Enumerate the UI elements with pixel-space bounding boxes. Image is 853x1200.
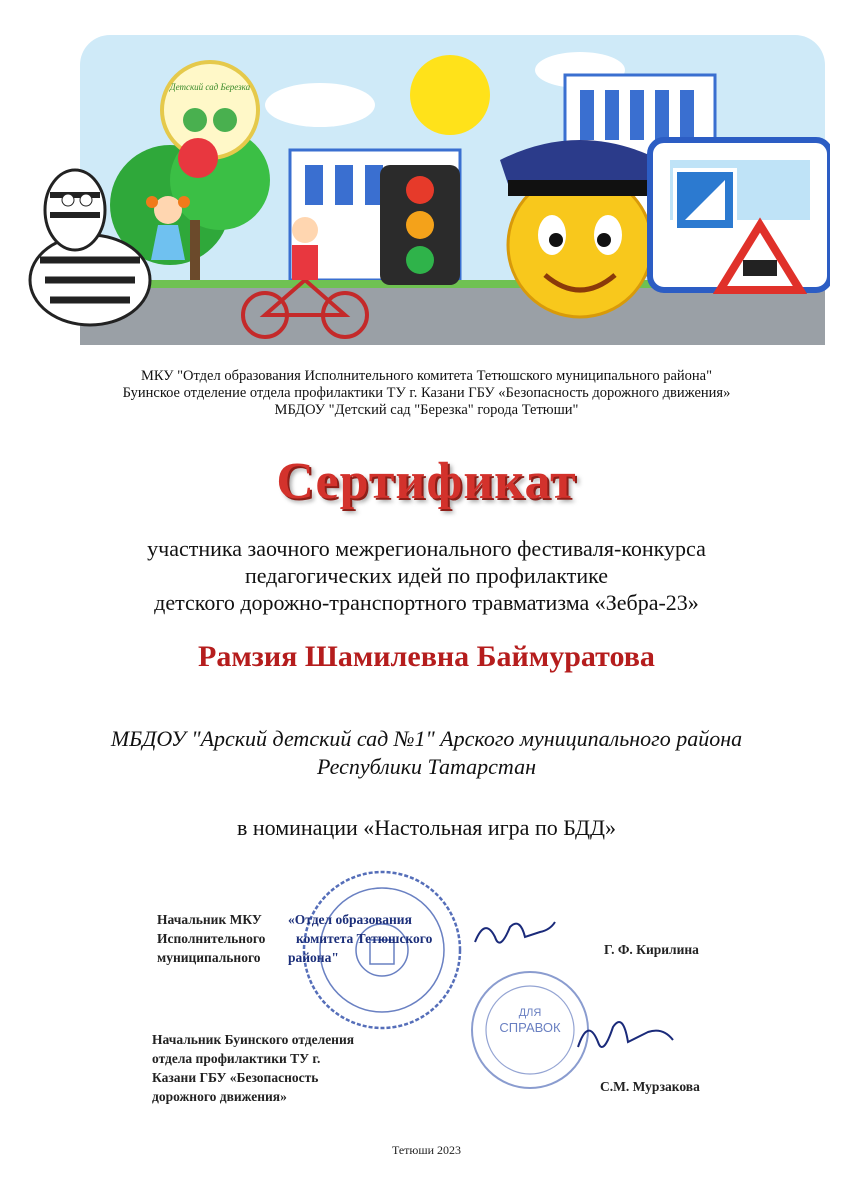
institution-line: Республики Татарстан — [317, 754, 536, 779]
signature-2 — [568, 1012, 678, 1062]
certificate-description — [0, 535, 853, 616]
signatory-1-name: Г. Ф. Кирилина — [604, 942, 699, 957]
banner-illustration — [20, 30, 830, 370]
org-line: МКУ "Отдел образования Исполнительного комитета Тетюшского муниципального района" — [140, 368, 713, 384]
org-line: МБДОУ "Детский сад "Березка" города Тетюши" — [274, 402, 579, 418]
description-line: педагогических идей по профилактике — [244, 563, 609, 588]
footer-place-year: Тетюши 2023 — [391, 1143, 462, 1157]
org-line: Буинское отделение отдела профилактики ТУ г. Казани ГБУ «Безопасность дорожного движения» — [122, 385, 731, 401]
role-line: Казани ГБУ «Безопасность — [152, 1070, 319, 1085]
signatory-2-role — [152, 1030, 354, 1106]
institution-line: МБДОУ "Арский детский сад №1" Арского муниципального района — [110, 726, 743, 751]
organizations-header — [0, 368, 853, 419]
role-line: Исполнительного — [157, 931, 266, 946]
role-line: муниципального — [157, 950, 261, 965]
signatory-1-stamp-text — [288, 910, 432, 967]
nomination: в номинации «Настольная игра по БДД» — [236, 815, 617, 840]
role-line: дорожного движения» — [152, 1089, 287, 1104]
stamp-line: «Отдел образования — [288, 912, 412, 927]
police-smiley — [500, 140, 660, 317]
role-line: Начальник Буинского отделения — [152, 1032, 355, 1047]
stamp-text: ДЛЯ — [518, 1007, 542, 1019]
signatory-1-role — [157, 910, 265, 967]
stamp-line: комитета Тетюшского — [296, 931, 433, 946]
certificate-title: Сертификат — [276, 453, 577, 510]
description-line: детского дорожно-транспортного травматизма «Зебра-23» — [154, 590, 699, 615]
stamp-text: СПРАВОК — [499, 1020, 561, 1035]
traffic-light — [380, 165, 460, 285]
signatory-2-name: С.М. Мурзакова — [600, 1079, 700, 1094]
description-line: участника заочного межрегионального фестиваля-конкурса — [147, 536, 706, 561]
sun — [410, 55, 490, 135]
role-line: отдела профилактики ТУ г. — [152, 1051, 321, 1066]
institution — [0, 725, 853, 781]
signature-1 — [470, 912, 560, 957]
pedestrian-sign — [675, 170, 735, 230]
logo-text: Детский сад Березка — [169, 82, 251, 92]
role-line: Начальник МКУ — [157, 912, 262, 927]
recipient-name: Рамзия Шамилевна Баймуратова — [198, 640, 655, 673]
stamp-line: района" — [288, 950, 339, 965]
